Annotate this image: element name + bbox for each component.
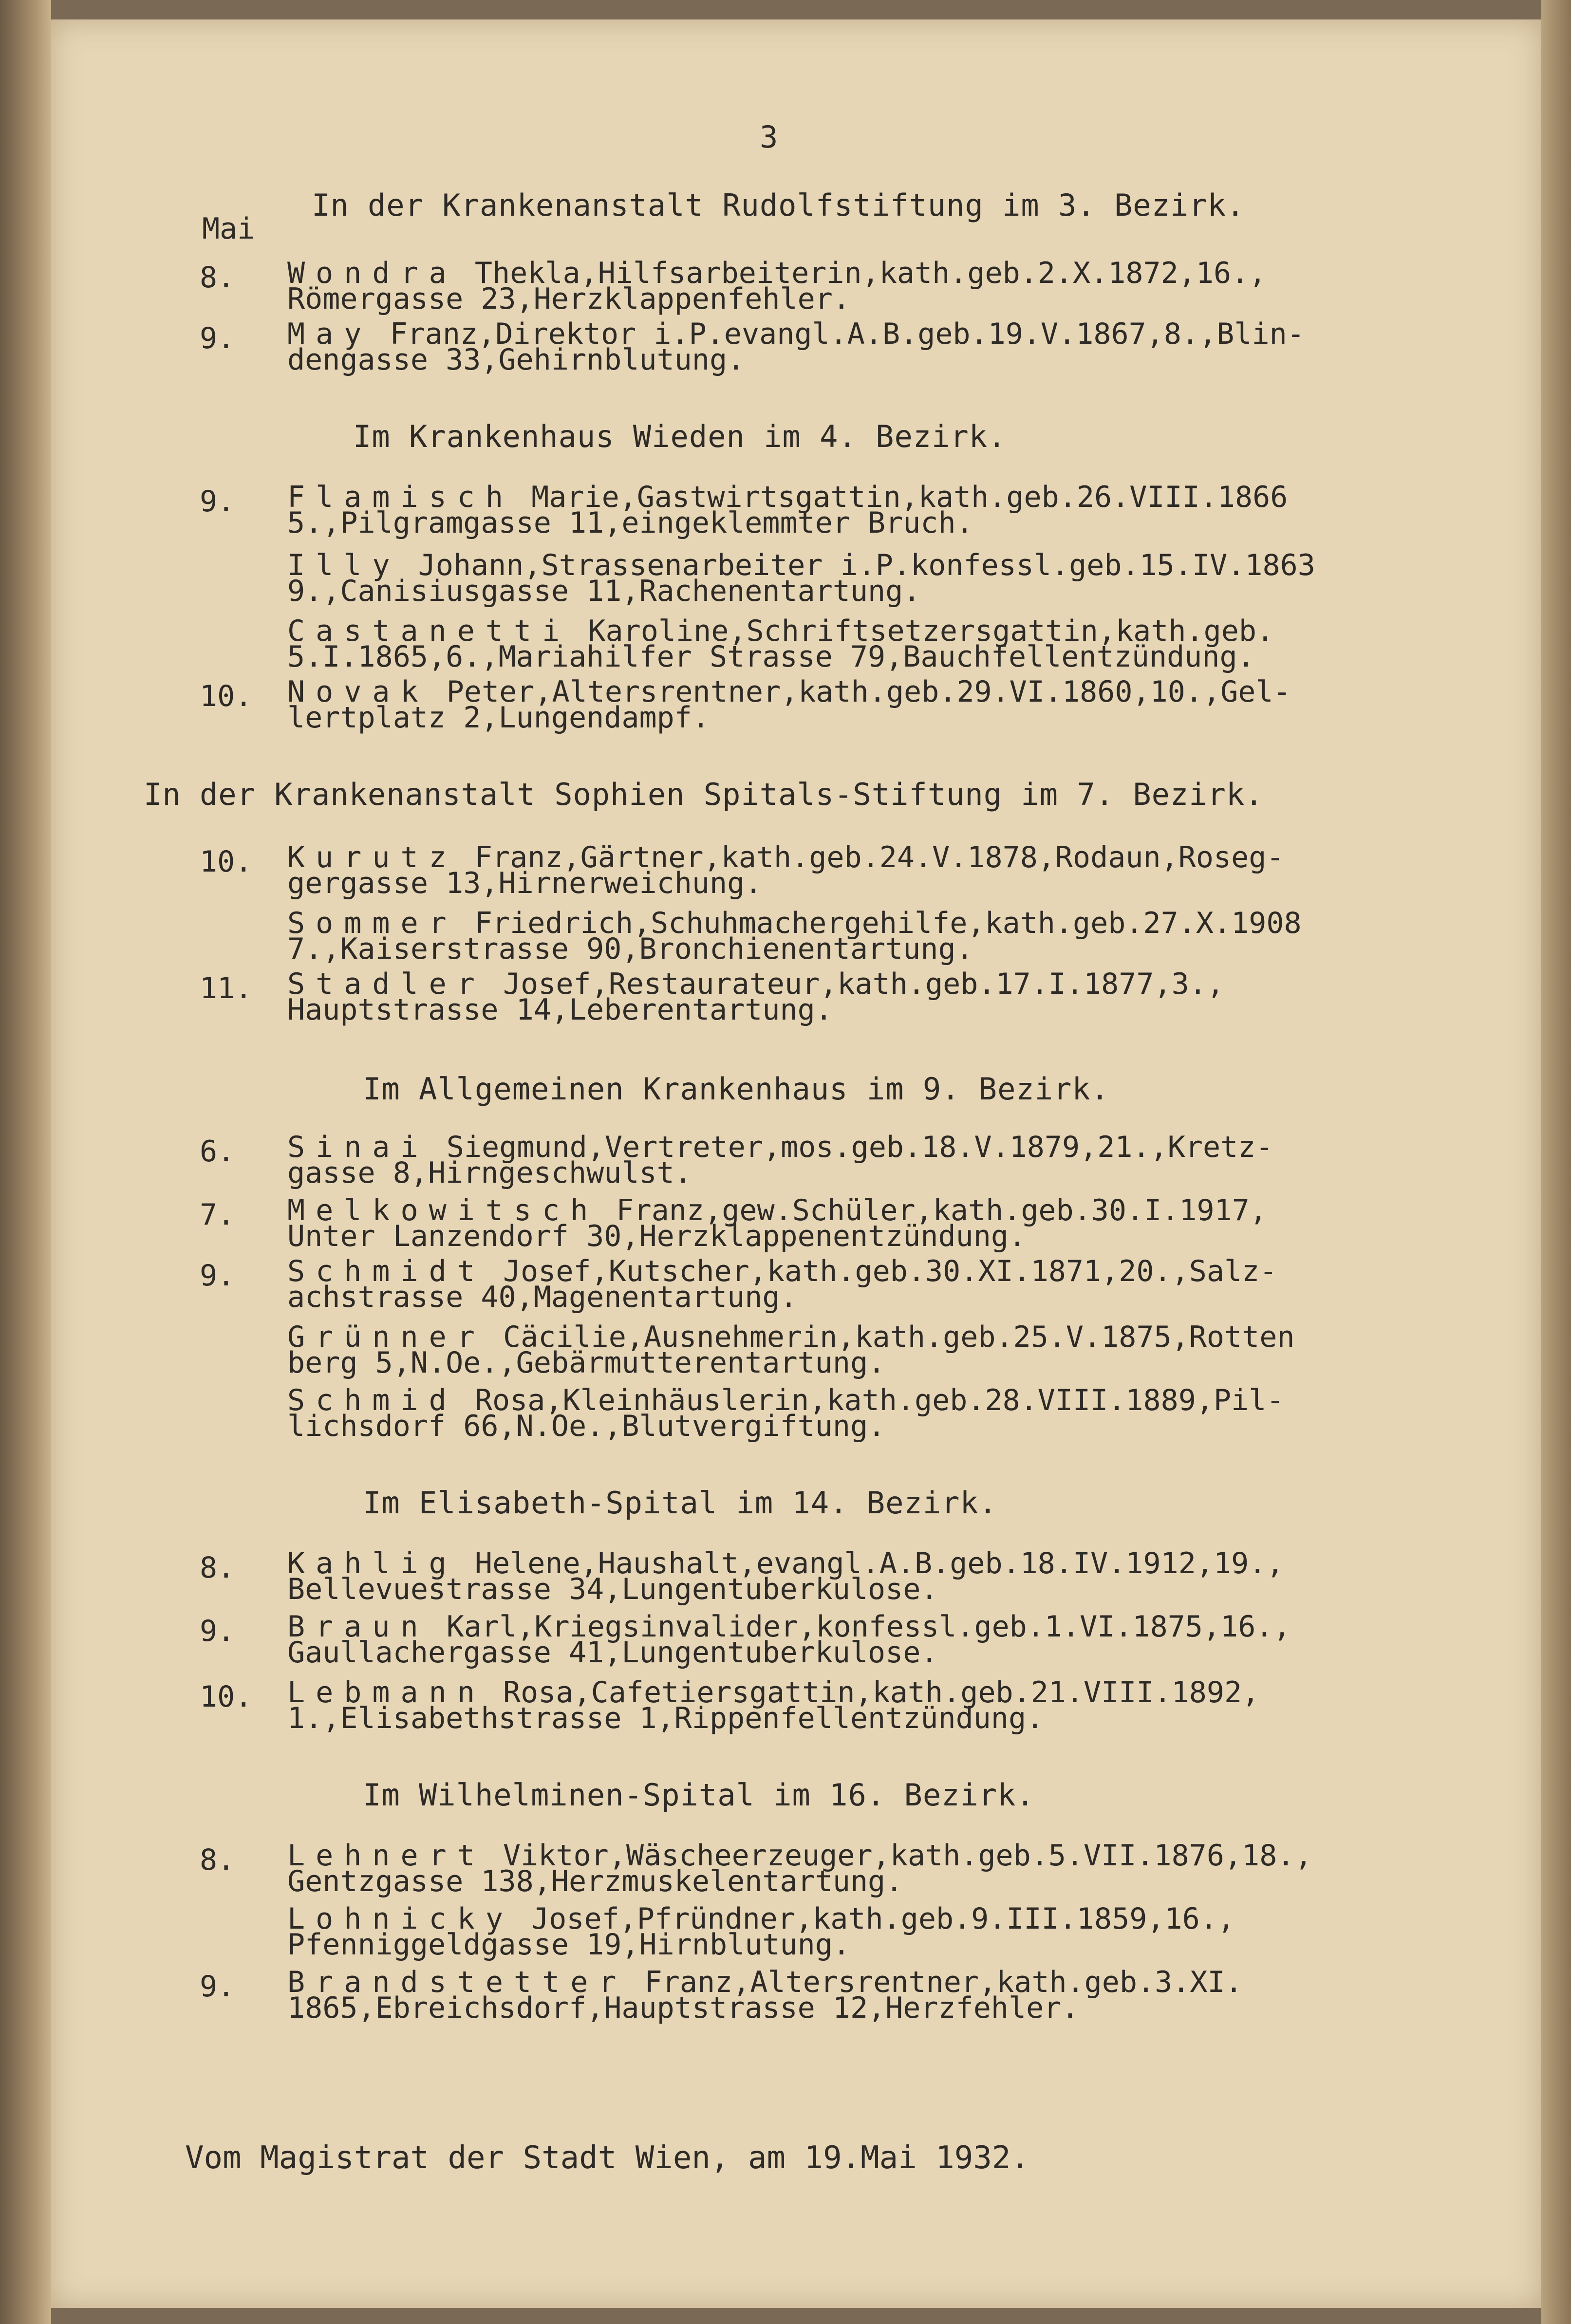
entry-day: 8. — [200, 260, 235, 295]
surname: Castanetti — [287, 614, 571, 648]
entry-day: 9. — [200, 1970, 235, 2004]
entry-day: 6. — [200, 1134, 235, 1169]
entry-text: Cäcilie,Ausnehmerin,kath.geb.25.V.1875,Rotten berg 5,N.Oe.,Gebärmutterentartung. — [287, 1320, 1295, 1380]
entry-day: 8. — [200, 1551, 235, 1585]
entry-day: 10. — [200, 1680, 253, 1714]
register-entry — [287, 548, 1534, 608]
surname: Stadler — [287, 967, 486, 1001]
surname: Wondra — [287, 256, 457, 290]
entry-day: 9. — [200, 1259, 235, 1293]
document-page — [51, 19, 1541, 2308]
surname: Sinai — [287, 1130, 429, 1164]
surname: Brandstetter — [287, 1965, 627, 1999]
register-entry — [287, 1546, 1534, 1606]
surname: Kurutz — [287, 840, 457, 874]
surname: Illy — [287, 548, 401, 582]
register-entry — [287, 675, 1534, 735]
entry-text: Peter,Altersrentner,kath.geb.29.VI.1860,10.,Gel- lertplatz 2,Lungendampf. — [287, 675, 1291, 735]
surname: Lohnicky — [287, 1902, 514, 1936]
entry-day: 9. — [200, 321, 235, 355]
entry-day: 9. — [200, 1614, 235, 1648]
surname: May — [287, 317, 373, 351]
section-heading: Im Allgemeinen Krankenhaus im 9. Bezirk. — [363, 1071, 1110, 1107]
entry-day: 7. — [200, 1198, 235, 1232]
surname: Melkowitsch — [287, 1193, 599, 1227]
entry-text: Friedrich,Schuhmachergehilfe,kath.geb.27.X.1908 7.,Kaiserstrasse 90,Bronchienentartung. — [287, 906, 1302, 966]
entry-day: 9. — [200, 484, 235, 519]
register-entry — [287, 906, 1534, 966]
entry-text: Siegmund,Vertreter,mos.geb.18.V.1879,21.,Kretz- gasse 8,Hirngeschwulst. — [287, 1130, 1273, 1190]
register-entry — [287, 967, 1534, 1027]
entry-text: Josef,Restaurateur,kath.geb.17.I.1877,3., Hauptstrasse 14,Leberentartung. — [287, 967, 1225, 1027]
entry-day: 10. — [200, 679, 253, 713]
page-number: 3 — [760, 119, 778, 155]
register-entry — [287, 1675, 1534, 1735]
surname: Schmid — [287, 1383, 457, 1417]
register-entry — [287, 480, 1534, 540]
surname: Flamisch — [287, 480, 514, 514]
entry-day: 8. — [200, 1843, 235, 1877]
surname: Schmidt — [287, 1254, 486, 1288]
section-heading: Im Krankenhaus Wieden im 4. Bezirk. — [353, 419, 1007, 454]
section-heading: In der Krankenanstalt Sophien Spitals-Stiftung im 7. Bezirk. — [144, 777, 1264, 812]
register-entry — [287, 1839, 1534, 1898]
surname: Lebmann — [287, 1675, 486, 1710]
register-entry — [287, 1320, 1534, 1380]
register-entry — [287, 1965, 1534, 2025]
entry-text: Franz,gew.Schüler,kath.geb.30.I.1917, Unter Lanzendorf 30,Herzklappenentzündung. — [287, 1193, 1268, 1253]
register-entry — [287, 614, 1534, 674]
entry-text: Josef,Pfründner,kath.geb.9.III.1859,16., Pfenniggeldgasse 19,Hirnblutung. — [287, 1902, 1235, 1962]
entry-day: 10. — [200, 845, 253, 879]
entry-text: Josef,Kutscher,kath.geb.30.XI.1871,20.,Salz- achstrasse 40,Magenentartung. — [287, 1254, 1277, 1314]
entry-text: Helene,Haushalt,evangl.A.B.geb.18.IV.1912,19., Bellevuestrasse 34,Lungentuberkulose. — [287, 1546, 1284, 1606]
register-entry — [287, 1193, 1534, 1253]
page-edge — [1541, 0, 1571, 2324]
surname: Novak — [287, 675, 429, 709]
entry-text: Thekla,Hilfsarbeiterin,kath.geb.2.X.1872,16., Römergasse 23,Herzklappenfehler. — [287, 256, 1267, 316]
issuer-signature-line: Vom Magistrat der Stadt Wien, am 19.Mai 1932. — [185, 2140, 1029, 2176]
surname: Sommer — [287, 906, 457, 940]
register-entry — [287, 256, 1534, 316]
month-label: Mai — [202, 212, 255, 246]
register-entry — [287, 1130, 1534, 1190]
entry-text: Johann,Strassenarbeiter i.P.konfessl.geb.15.IV.1863 9.,Canisiusgasse 11,Rachenentartung. — [287, 548, 1315, 608]
section-heading: Im Wilhelminen-Spital im 16. Bezirk. — [363, 1777, 1035, 1813]
entry-text: Viktor,Wäscheerzeuger,kath.geb.5.VII.1876,18., Gentzgasse 138,Herzmuskelentartung. — [287, 1839, 1312, 1898]
surname: Lehnert — [287, 1839, 486, 1873]
register-entry — [287, 317, 1534, 377]
entry-text: Rosa,Cafetiersgattin,kath.geb.21.VIII.1892, 1.,Elisabethstrasse 1,Rippenfellentzündung. — [287, 1675, 1260, 1735]
entry-text: Franz,Altersrentner,kath.geb.3.XI. 1865,Ebreichsdorf,Hauptstrasse 12,Herzfehler. — [287, 1965, 1243, 2025]
entry-day: 11. — [200, 971, 253, 1005]
register-entry — [287, 1383, 1534, 1443]
surname: Braun — [287, 1610, 429, 1644]
entry-text: Marie,Gastwirtsgattin,kath.geb.26.VIII.1866 5.,Pilgramgasse 11,eingeklemmter Bruch. — [287, 480, 1288, 540]
book-gutter — [0, 0, 51, 2324]
entry-text: Franz,Gärtner,kath.geb.24.V.1878,Rodaun,Roseg- gergasse 13,Hirnerweichung. — [287, 840, 1284, 900]
entry-text: Franz,Direktor i.P.evangl.A.B.geb.19.V.1867,8.,Blin- dengasse 33,Gehirnblutung. — [287, 317, 1305, 377]
surname: Grünner — [287, 1320, 486, 1354]
register-entry — [287, 1902, 1534, 1962]
register-entry — [287, 1254, 1534, 1314]
register-entry — [287, 1610, 1534, 1670]
register-entry — [287, 840, 1534, 900]
surname: Kahlig — [287, 1546, 457, 1580]
section-heading: Im Elisabeth-Spital im 14. Bezirk. — [363, 1485, 998, 1521]
entry-text: Karoline,Schriftsetzersgattin,kath.geb. 5.I.1865,6.,Mariahilfer Strasse 79,Bauchfellentzündung. — [287, 614, 1274, 674]
entry-text: Karl,Kriegsinvalider,konfessl.geb.1.VI.1875,16., Gaullachergasse 41,Lungentuberkulose. — [287, 1610, 1291, 1670]
section-heading: In der Krankenanstalt Rudolfstiftung im 3. Bezirk. — [312, 187, 1245, 223]
entry-text: Rosa,Kleinhäuslerin,kath.geb.28.VIII.1889,Pil- lichsdorf 66,N.Oe.,Blutvergiftung. — [287, 1383, 1284, 1443]
